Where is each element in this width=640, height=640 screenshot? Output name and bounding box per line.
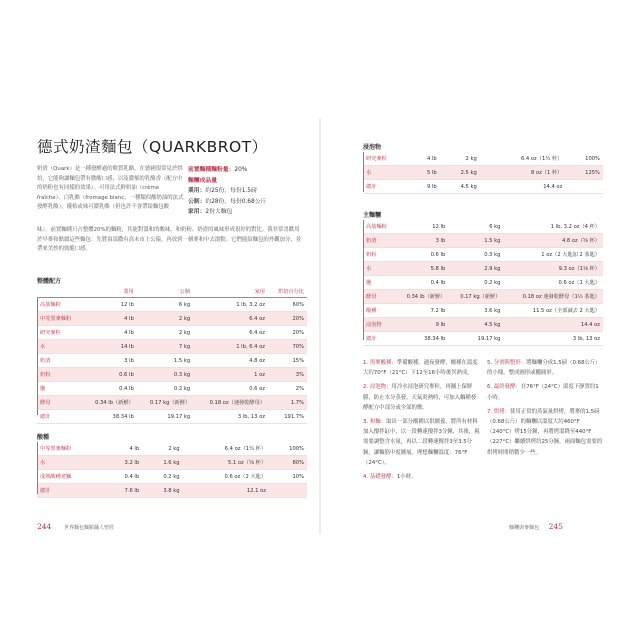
value-cell: 7.2 lb <box>395 304 448 318</box>
value-cell: 0.6 lb <box>82 368 136 382</box>
header-cell: 公制 <box>137 286 193 298</box>
value-cell: 191.7% <box>268 410 307 424</box>
step-label: 6. 最終發酵： <box>487 384 521 391</box>
page-number: 245 <box>548 522 563 531</box>
value-cell: 0.4 lb <box>105 470 143 484</box>
ingredient-name-cell: 酵母 <box>363 290 395 304</box>
value-cell: 4.5 kg <box>440 180 480 194</box>
table-row <box>37 470 307 484</box>
value-cell: 14.4 oz <box>480 180 566 194</box>
main-dough-title: 主麵糰 <box>363 212 382 219</box>
value-cell: 38.34 lb <box>395 332 448 346</box>
value-cell: 60% <box>268 298 307 312</box>
soaker-title: 浸泡物 <box>363 144 382 151</box>
ingredient-name-cell: 總計 <box>363 180 411 194</box>
value-cell: 6.4 oz <box>193 312 268 326</box>
value-cell: 6 kg <box>137 298 193 312</box>
value-cell: 9.3 oz（1⅛ 杯） <box>503 262 603 276</box>
step-text: 取出一部分酸種以供續養，將所有材料加入攪拌缸中，以一段轉速攪拌3分鐘，其後，視需要調整含水量，再以二段轉速攪拌3至3.5分鐘，讓麵筋中度擴展。理想麵糰溫度：76°F（24°C）。 <box>363 419 480 466</box>
ingredient-name-cell: 奶粉 <box>363 248 395 262</box>
metric-value: 約28份，每份0.68公斤 <box>205 198 267 205</box>
value-cell: 0.2 kg <box>137 382 193 396</box>
ingredient-name-cell: 水 <box>37 456 105 470</box>
table-row <box>363 276 603 290</box>
value-cell: 6.4 oz（1¼ 杯） <box>183 442 269 456</box>
value-cell: 125% <box>565 166 603 180</box>
table-row <box>363 234 603 248</box>
method-step <box>487 382 603 402</box>
value-cell: 6.4 oz <box>193 326 268 340</box>
table-row <box>363 304 603 318</box>
main-dough-table <box>363 220 603 346</box>
value-cell: 3.6 kg <box>448 304 503 318</box>
table-row <box>37 298 307 312</box>
method-step <box>363 382 481 413</box>
value-cell: 0.6 oz（2 大匙） <box>183 470 269 484</box>
home-label: 家用： <box>188 209 206 216</box>
step-text: 在76°F（24°C）溫度下靜置約1小時。 <box>487 384 599 401</box>
value-cell: 2 kg <box>137 312 193 326</box>
table-accent-line <box>37 298 38 415</box>
yield-industrial <box>188 186 308 197</box>
step-text: 使用正常的蒸氣量烘烤，將麥的1.5磅（0.68公斤）的麵糰以溫度大約460°F（240°C）烤15分鐘，再將烤溫降至440°F（227°C）繼續烘烤約25分鐘，兩面麵包需要的烘烤時間稍微少一些。 <box>487 408 603 456</box>
table-row <box>37 442 307 456</box>
value-cell: 1 lb, 3.2 oz（4 杯） <box>503 220 603 234</box>
ingredient-name-cell: 研究麥粒 <box>37 326 82 340</box>
step-label: 3. 和麵： <box>363 419 387 426</box>
ingredient-name-cell: 研究麥粒 <box>363 152 411 166</box>
ingredient-name-cell: 總計 <box>37 484 105 498</box>
value-cell: 0.17 kg（新鮮） <box>448 290 503 304</box>
table-row <box>363 220 603 234</box>
value-cell: 2 kg <box>137 326 193 340</box>
value-cell: 3.8 kg <box>142 484 182 498</box>
value-cell: 100% <box>565 152 603 166</box>
value-cell: 12 lb <box>395 220 448 234</box>
value-cell: 1.7% <box>268 396 307 410</box>
value-cell: 2 kg <box>440 152 480 166</box>
value-cell: 3 lb, 13 oz <box>193 410 268 424</box>
value-cell: 4.5 kg <box>448 318 503 332</box>
intro-paragraph: 奶渣（Quark）是一種發酵過的軟質乳酪，在德國很常見於烘焙，它能夠讓麵包帶有微酸口感，以及濃郁的乳酪香（配方中的奶粉也有同樣的效果）。可用法式鮮奶油（crème fraîche）、白乳酪（fromage blanc，一種類似酸奶油的法式發酵乳酪），優格或味可濃乳酪（但也許不會帶給麵包酸 <box>37 166 184 211</box>
ingredient-name-cell: 酸種 <box>363 304 395 318</box>
step-label: 7. 烘烤： <box>487 408 511 415</box>
value-cell: 5.1 oz（⅝ 杯） <box>183 456 269 470</box>
step-label: 4. 基礎發酵： <box>363 474 397 481</box>
table-row <box>363 248 603 262</box>
ingredient-name-cell: 中等黑麥麵粉 <box>37 312 82 326</box>
table-row <box>37 340 307 354</box>
value-cell: 20% <box>268 326 307 340</box>
ingredient-name-cell: 鹽 <box>363 276 395 290</box>
value-cell: 3 lb <box>82 354 136 368</box>
table-header-row <box>37 286 307 298</box>
value-cell: 0.17 kg（新鮮） <box>137 396 193 410</box>
value-cell: 9 lb <box>411 180 439 194</box>
metric-label: 公制： <box>188 198 206 205</box>
value-cell: 4.8 oz（⅝ 杯） <box>503 234 603 248</box>
value-cell: 0.3 kg <box>137 368 193 382</box>
value-cell: 4.8 oz <box>193 354 268 368</box>
table-row <box>363 318 603 332</box>
table-row <box>37 456 307 470</box>
ingredient-name-cell: 水 <box>363 166 411 180</box>
soaker-table <box>363 152 603 194</box>
overall-formula-table <box>37 286 307 424</box>
value-cell: 7 kg <box>137 340 193 354</box>
value-cell: 11.5 oz（全部減去 2 大匙） <box>503 304 603 318</box>
method-step <box>363 358 481 378</box>
ingredient-name-cell: 水 <box>37 340 82 354</box>
recipe-title: 德式奶渣麵包（QUARKBROT） <box>37 138 268 156</box>
step-text: 用冷水浸泡研究麥粒，再鋪上保鮮膜，防止水分蒸發，天氣炎熱時，可加入麵種發酵配方中部分或全部的鹽。 <box>363 384 477 411</box>
step-label: 1. 黑麥酸種： <box>363 360 397 366</box>
ingredient-name-cell: 中等黑麥麵粉 <box>37 442 105 456</box>
value-cell: 3.2 lb <box>105 456 143 470</box>
value-cell <box>269 484 307 498</box>
ingredient-name-cell: 總計 <box>37 410 82 424</box>
value-cell: 6 kg <box>448 220 503 234</box>
recipe-info-box <box>188 165 308 218</box>
pre-ferment-value: 20% <box>234 167 248 173</box>
value-cell: 4 lb <box>82 326 136 340</box>
table-row <box>363 166 603 180</box>
pre-ferment-label: 前置麵種麵粉量： <box>188 167 235 173</box>
table-row <box>37 484 307 498</box>
value-cell: 12 lb <box>82 298 136 312</box>
header-cell: 業用 <box>82 286 136 298</box>
value-cell: 2.9 kg <box>448 262 503 276</box>
step-text: 將麵糰分成1.5磅（0.68公斤）的小塊，整成圓形或橢圓形。 <box>487 360 601 377</box>
value-cell <box>565 180 603 194</box>
table-row <box>363 332 603 346</box>
value-cell: 0.2 kg <box>448 276 503 290</box>
table-accent-line <box>363 152 364 192</box>
method-step <box>363 472 481 482</box>
industrial-label: 業用： <box>188 188 206 195</box>
method-step <box>363 417 481 468</box>
value-cell: 14 lb <box>82 340 136 354</box>
table-accent-line <box>37 442 38 494</box>
value-cell: 19.17 kg <box>448 332 503 346</box>
value-cell: 1 oz <box>193 368 268 382</box>
pre-ferment-line <box>188 165 308 176</box>
table-row <box>37 410 307 424</box>
value-cell: 5 lb <box>411 166 439 180</box>
table-row <box>37 396 307 410</box>
chapter-title-footer: 麵糰與麥麵包 <box>509 525 540 531</box>
ingredient-name-cell: 鹽 <box>37 382 82 396</box>
ingredient-name-cell: 高筋麵粉 <box>37 298 82 312</box>
value-cell: 38.34 lb <box>82 410 136 424</box>
step-label: 2. 浸泡物： <box>363 384 392 391</box>
left-footer <box>37 522 114 531</box>
value-cell: 6.4 oz（1¼ 杯） <box>480 152 566 166</box>
table-accent-line <box>363 220 364 340</box>
value-cell: 0.34 lb（新鮮） <box>395 290 448 304</box>
ingredient-name-cell: 酵母 <box>37 396 82 410</box>
value-cell: 1 oz（2 大匙加 2 茶匙） <box>503 248 603 262</box>
table-row <box>37 326 307 340</box>
value-cell: 1 lb, 6.4 oz <box>193 340 268 354</box>
intro-text-continued: 味）。前置麵種只占整體20%的麵粉，其能對溫和的酸味。和奶粉、奶渣的風味形成很好的對比。我非常喜歡用於早麥和點綴這些麵包：先將頂部撒有高未市上公猿，再放到一個麥和中去滾動。它們能給麵包的外觀加分，並帶來美妙的勁脆口感。 <box>37 227 302 253</box>
value-cell: 3 lb <box>395 234 448 248</box>
value-cell: 20% <box>268 312 307 326</box>
ingredient-name-cell: 奶渣 <box>363 234 395 248</box>
header-cell: 烘焙百分比 <box>268 286 307 298</box>
value-cell: 3 lb, 13 oz <box>503 332 603 346</box>
yield-heading: 麵糰成品量 <box>188 177 217 184</box>
industrial-value: 約25份，每份1.5磅 <box>205 188 257 195</box>
left-page <box>27 120 317 530</box>
overall-formula-title: 整體配方 <box>37 278 62 285</box>
value-cell: 4 lb <box>105 442 143 456</box>
table-row <box>37 354 307 368</box>
value-cell: 0.34 lb（新鮮） <box>82 396 136 410</box>
value-cell: 10% <box>269 470 307 484</box>
value-cell: 15% <box>268 354 307 368</box>
value-cell: 0.4 lb <box>395 276 448 290</box>
intro-text <box>37 165 187 213</box>
value-cell: 0.6 oz（1 大匙） <box>503 276 603 290</box>
value-cell: 0.6 oz <box>193 382 268 396</box>
ingredient-name-cell: 水 <box>363 262 395 276</box>
value-cell: 0.18 oz（速發乾酵母） <box>193 396 268 410</box>
ingredient-name-cell: 高筋麵粉 <box>363 220 395 234</box>
value-cell: 14.4 oz <box>503 318 603 332</box>
value-cell: 0.4 lb <box>82 382 136 396</box>
value-cell: 12.1 oz <box>183 484 269 498</box>
value-cell: 100% <box>269 442 307 456</box>
table-row <box>37 312 307 326</box>
step-label: 5. 分割與整形： <box>487 360 527 366</box>
header-cell <box>37 286 82 298</box>
table-row <box>37 368 307 382</box>
book-spine <box>319 118 321 534</box>
yield-metric <box>188 197 308 208</box>
value-cell: 9 lb <box>395 318 448 332</box>
yield-home <box>188 207 308 218</box>
table-row <box>363 180 603 194</box>
sourdough-table <box>37 442 307 498</box>
page-number: 244 <box>37 522 52 531</box>
value-cell: 80% <box>269 456 307 470</box>
value-cell: 0.3 kg <box>448 248 503 262</box>
value-cell: 2% <box>268 382 307 396</box>
value-cell: 0.2 kg <box>142 470 182 484</box>
value-cell: 3% <box>268 368 307 382</box>
ingredient-name-cell: 奶粉 <box>37 368 82 382</box>
value-cell: 19.17 kg <box>137 410 193 424</box>
value-cell: 0.18 oz 速發乾酵母（1½ 茶匙） <box>503 290 603 304</box>
value-cell: 70% <box>268 340 307 354</box>
table-row <box>37 382 307 396</box>
book-title-footer: 世界麵包麵點職人聖經 <box>64 525 115 531</box>
home-value: 2份大麵包 <box>205 209 233 216</box>
right-footer <box>509 522 563 531</box>
value-cell: 1.5 kg <box>137 354 193 368</box>
ingredient-name-cell: 成熟酸種老麵 <box>37 470 105 484</box>
step-text: 準備酸種。過夜發酵，酸種在溫度大約70°F（21°C）下12至16小時後其熟成。 <box>363 360 478 377</box>
ingredient-name-cell: 奶渣 <box>37 354 82 368</box>
value-cell: 4 lb <box>411 152 439 166</box>
right-page <box>323 120 613 530</box>
table-row <box>363 152 603 166</box>
value-cell: 1 lb, 3.2 oz <box>193 298 268 312</box>
steps-column-left <box>363 358 481 486</box>
ingredient-name-cell: 浸泡物 <box>363 318 395 332</box>
steps-column-right <box>487 358 603 462</box>
step-text: 1小時。 <box>396 474 417 481</box>
value-cell: 5.8 lb <box>395 262 448 276</box>
table-row <box>363 290 603 304</box>
value-cell: 1.5 kg <box>448 234 503 248</box>
method-step <box>487 358 603 378</box>
ingredient-name-cell: 總計 <box>363 332 395 346</box>
value-cell: 4 lb <box>82 312 136 326</box>
header-cell: 家用 <box>193 286 268 298</box>
table-row <box>363 262 603 276</box>
value-cell: 2.5 kg <box>440 166 480 180</box>
value-cell: 2 kg <box>142 442 182 456</box>
value-cell: 7.6 lb <box>105 484 143 498</box>
value-cell: 0.6 lb <box>395 248 448 262</box>
sourdough-title: 酸種 <box>37 434 50 441</box>
method-step <box>487 407 603 458</box>
value-cell: 1.6 kg <box>142 456 182 470</box>
value-cell: 8 oz（1 杯） <box>480 166 566 180</box>
